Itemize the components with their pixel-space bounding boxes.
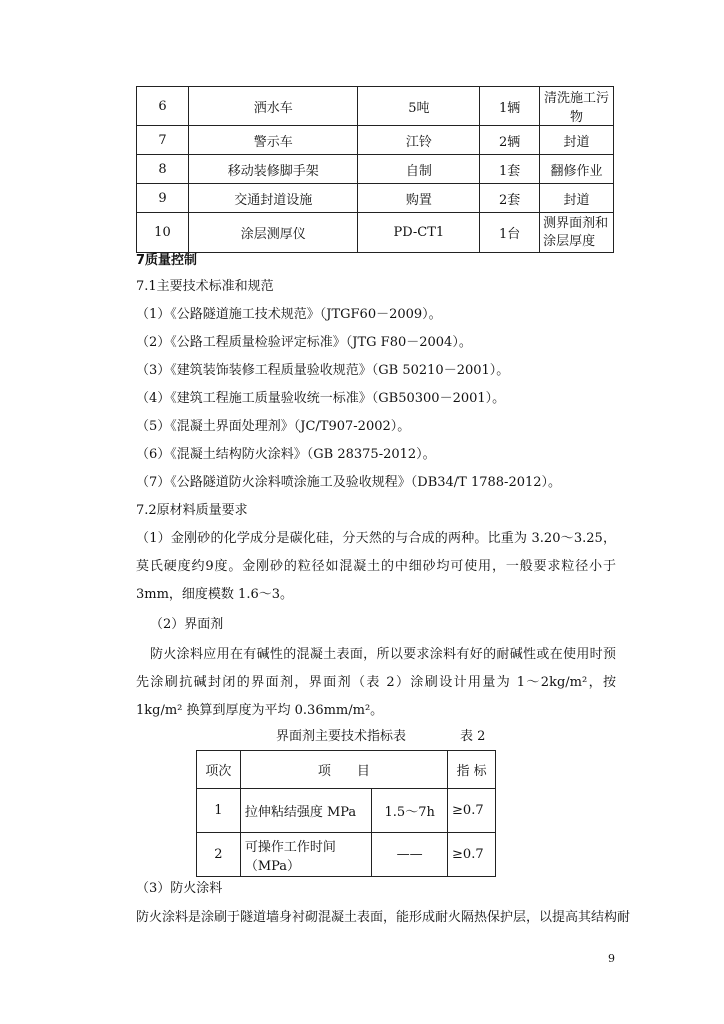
table2-label: 表 2 [460, 729, 486, 744]
subsection-7-2-title: 7.2原材料质量要求 [136, 503, 248, 518]
cell-value: 1.5～7h [372, 789, 448, 833]
item-interface-agent: （2）界面剂 [150, 617, 224, 632]
item-fire-coating: （3）防火涂料 [136, 881, 223, 896]
cell-item: 拉伸粘结强度 MPa [240, 789, 372, 833]
cell-name: 洒水车 [188, 87, 358, 126]
cell-index: ≥0.7 [448, 789, 496, 833]
equipment-table [136, 86, 614, 253]
cell-spec: 购置 [358, 184, 480, 213]
cell-no: 2 [197, 833, 241, 877]
subsection-7-1-title: 7.1主要技术标准和规范 [136, 279, 274, 294]
interface-agent-table [196, 750, 496, 877]
cell-spec: 江铃 [358, 126, 480, 155]
cell-name: 警示车 [188, 126, 358, 155]
cell-use: 测界面剂和涂层厚度 [540, 213, 614, 253]
table-row [137, 155, 614, 184]
cell-spec: 5吨 [358, 87, 480, 126]
cell-name: 涂层测厚仪 [188, 213, 358, 253]
table-row [137, 184, 614, 213]
standard-item: （2）《公路工程质量检验评定标准》（JTG F80－2004）。 [136, 335, 472, 350]
table-row [137, 213, 614, 253]
standard-item: （3）《建筑装饰装修工程质量验收规范》（GB 50210－2001）。 [136, 363, 510, 378]
cell-no: 6 [137, 87, 189, 126]
cell-qty: 1台 [480, 213, 540, 253]
table-row [137, 87, 614, 126]
table2-caption: 界面剂主要技术指标表 [276, 729, 407, 744]
cell-name: 交通封道设施 [188, 184, 358, 213]
cell-spec: 自制 [358, 155, 480, 184]
table-header-row [197, 751, 496, 789]
cell-value: —— [372, 833, 448, 877]
standard-item: （5）《混凝土界面处理剂》（JC/T907-2002）。 [136, 419, 411, 434]
header-index: 指 标 [448, 751, 496, 789]
header-no: 项次 [197, 751, 241, 789]
section-title: 7质量控制 [136, 253, 198, 268]
table-row [137, 126, 614, 155]
cell-no: 7 [137, 126, 189, 155]
standard-item: （1）《公路隧道施工技术规范》（JTGF60－2009）。 [136, 307, 442, 322]
table-row [197, 789, 496, 833]
cell-qty: 2辆 [480, 126, 540, 155]
paragraph-silicon-carbide: （1）金刚砂的化学成分是碳化硅，分天然的与合成的两种。比重为 3.20～3.25，莫氏硬度约9度。金刚砂的粒径如混凝土的中细砂均可使用，一般要求粒径小于 3mm，细度模数 1.6～3。 [136, 531, 616, 602]
cell-qty: 2套 [480, 184, 540, 213]
table-row [197, 833, 496, 877]
cell-spec: PD-CT1 [358, 213, 480, 253]
cell-use: 清洗施工污物 [540, 87, 614, 126]
cell-qty: 1套 [480, 155, 540, 184]
standard-item: （7）《公路隧道防火涂料喷涂施工及验收规程》（DB34/T 1788-2012）。 [136, 475, 562, 490]
cell-item: 可操作工作时间（MPa） [240, 833, 372, 877]
paragraph-interface-agent: 防火涂料应用在有碱性的混凝土表面，所以要求涂料有好的耐碱性或在使用时预先涂刷抗碱封闭的界面剂，界面剂（表 2）涂刷设计用量为 1～2kg/m²，按 1kg/m² 换算到厚度为平均 0.36mm/m²。 [136, 647, 616, 718]
cell-no: 1 [197, 789, 241, 833]
paragraph-fire-coating: 防火涂料是涂刷于隧道墙身衬砌混凝土表面，能形成耐火隔热保护层，以提高其结构耐 [136, 910, 631, 925]
cell-use: 翻修作业 [540, 155, 614, 184]
standard-item: （6）《混凝土结构防火涂料》（GB 28375-2012）。 [136, 447, 436, 462]
cell-qty: 1辆 [480, 87, 540, 126]
cell-index: ≥0.7 [448, 833, 496, 877]
cell-no: 9 [137, 184, 189, 213]
cell-use: 封道 [540, 126, 614, 155]
cell-no: 8 [137, 155, 189, 184]
cell-use: 封道 [540, 184, 614, 213]
page-number: 9 [608, 952, 615, 965]
cell-name: 移动装修脚手架 [188, 155, 358, 184]
standard-item: （4）《建筑工程施工质量验收统一标准》（GB50300－2001）。 [136, 391, 506, 406]
cell-no: 10 [137, 213, 189, 253]
header-item: 项 目 [240, 751, 447, 789]
